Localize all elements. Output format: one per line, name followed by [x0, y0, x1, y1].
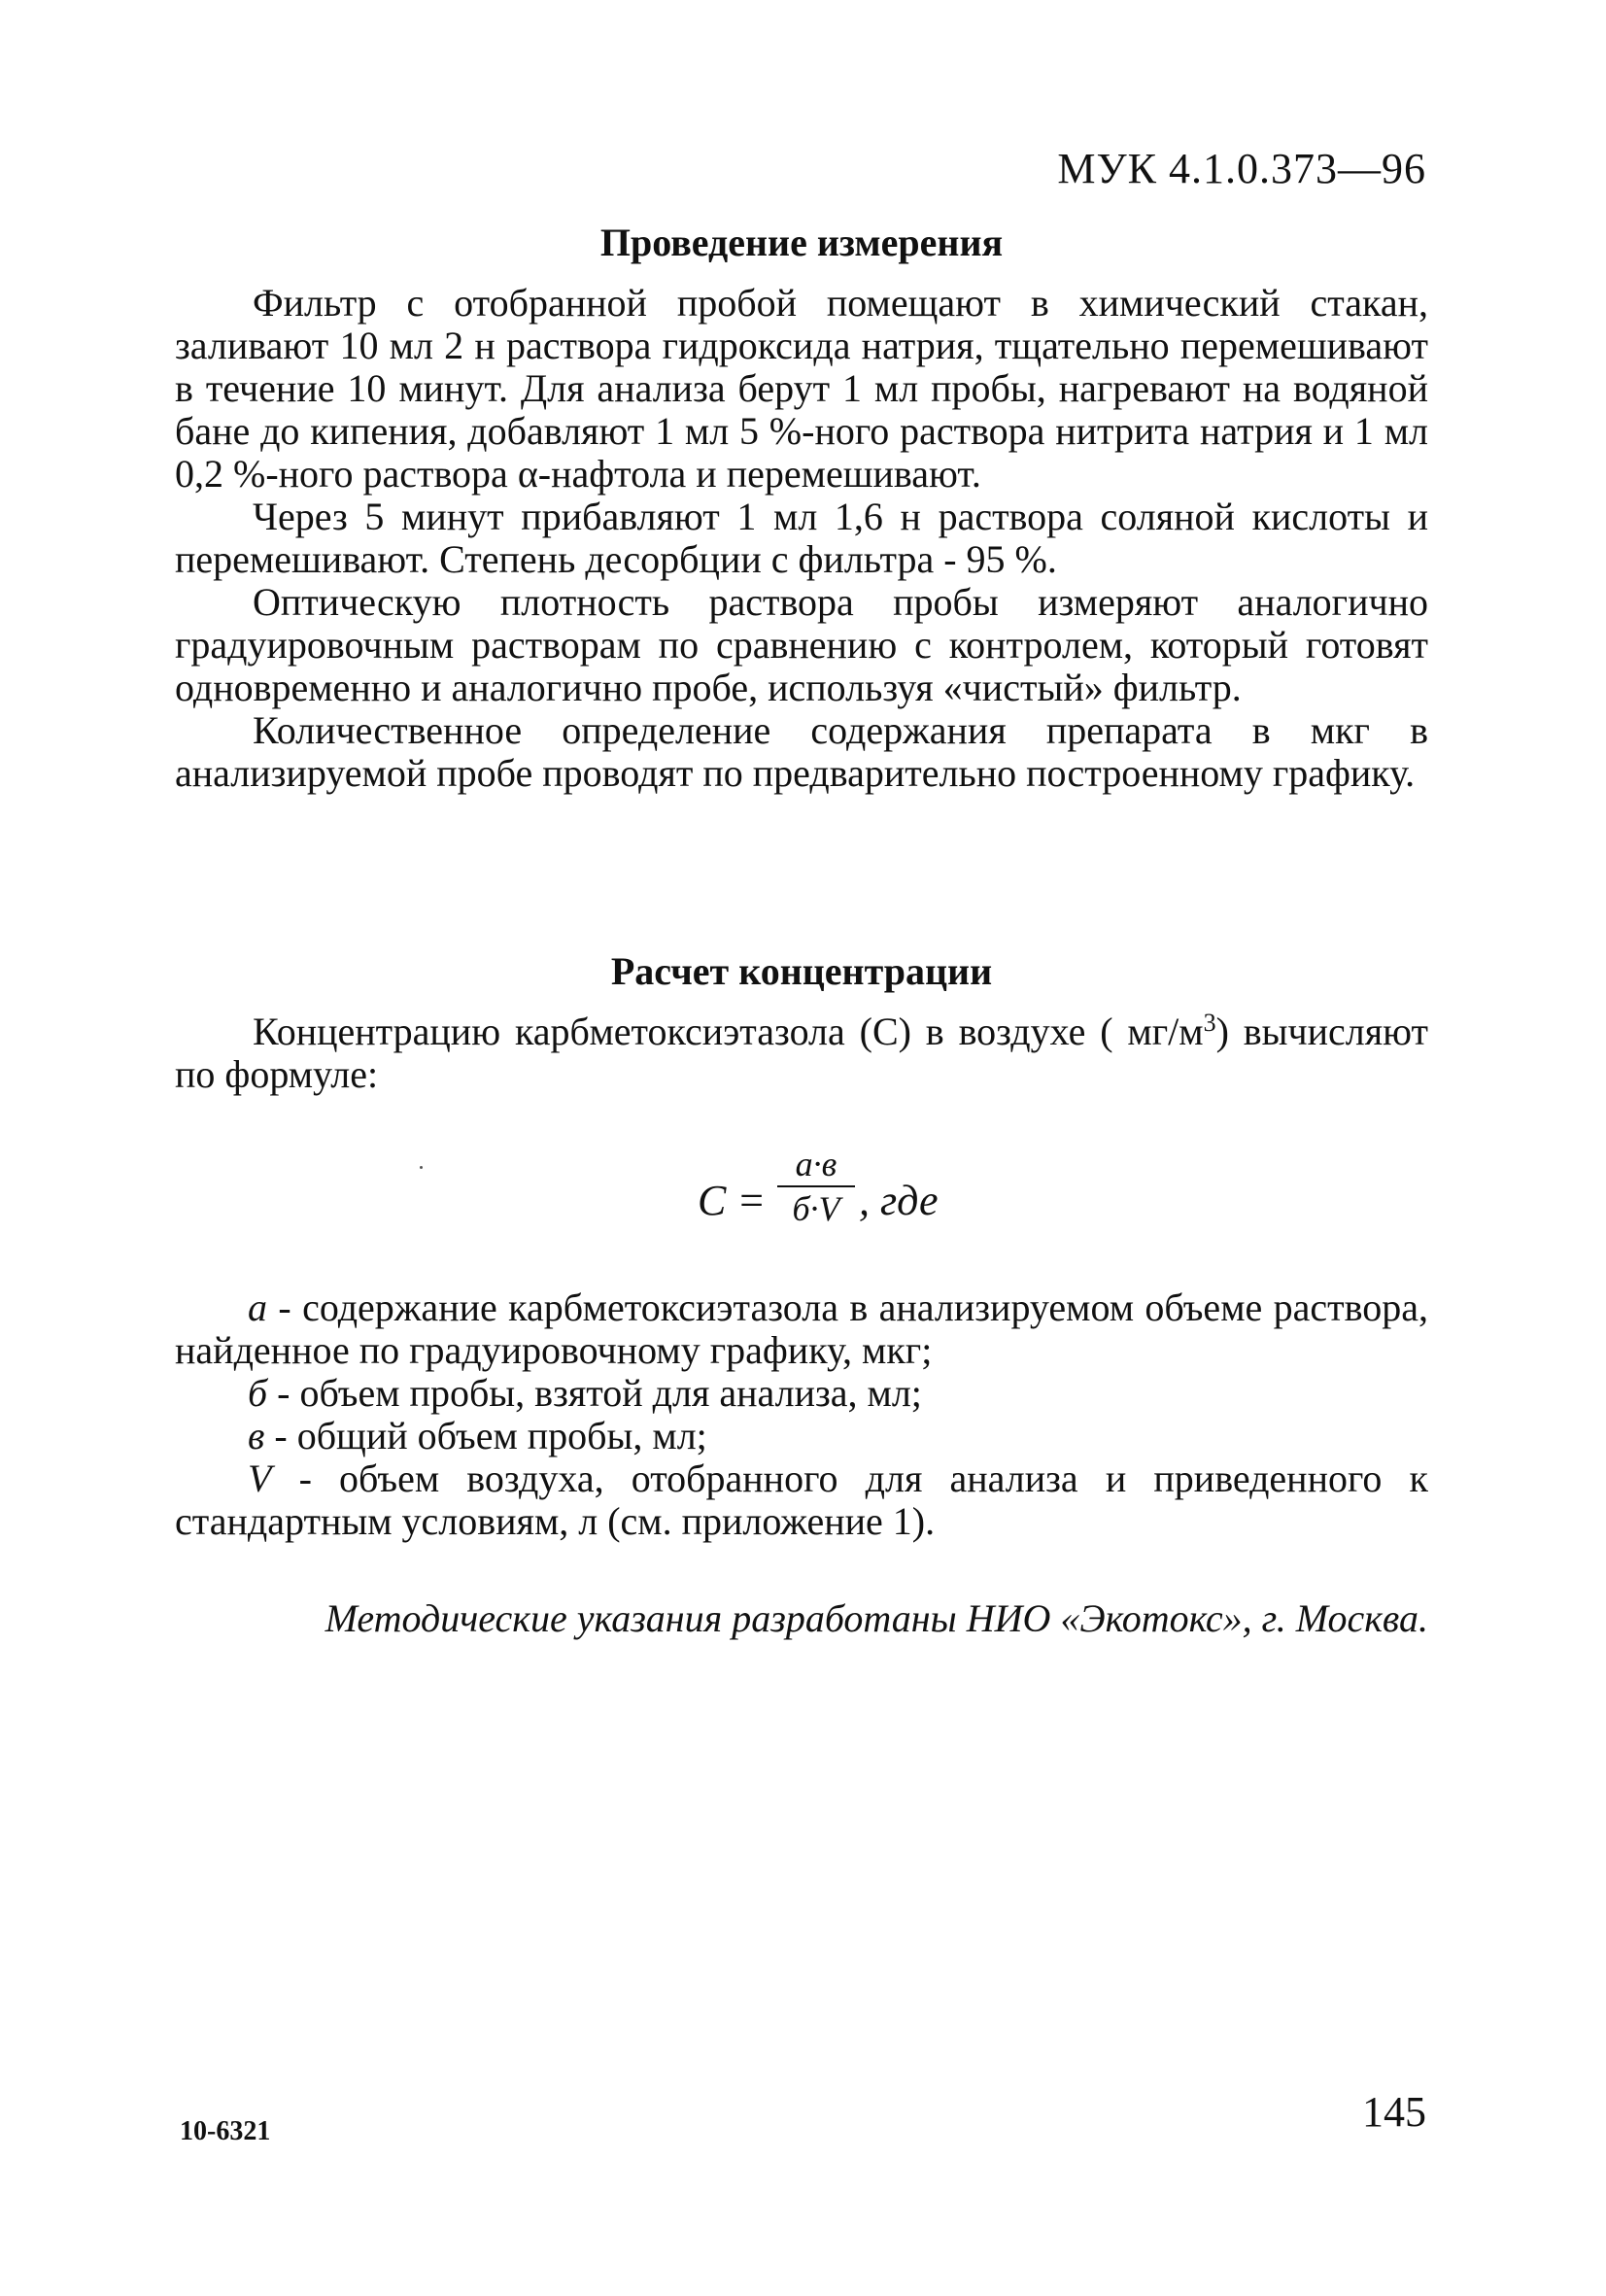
definition-item	[175, 1457, 1428, 1543]
paragraph: Через 5 минут прибавляют 1 мл 1,6 н раствора соляной кислоты и перемешивают. Степень десорбции с фильтра - 95 %.	[175, 495, 1428, 581]
section-title-measurement: Проведение измерения	[599, 221, 1004, 264]
formula-lhs: С =	[698, 1177, 767, 1224]
paragraph: Количественное определение содержания препарата в мкг в анализируемой пробе проводят по предварительно построенному графику.	[175, 708, 1428, 795]
definition-symbol: б	[248, 1371, 268, 1415]
paragraph: Оптическую плотность раствора пробы измеряют аналогично градуировочным растворам по сравнению с контролем, который готовят одновременно и аналогично пробе, используя «чистый» фильтр.	[175, 580, 1428, 709]
page-number: 145	[1362, 2088, 1426, 2136]
section-title-calculation: Расчет концентрации	[610, 949, 993, 993]
superscript: 3	[1203, 1009, 1216, 1037]
definition-text: - общий объем пробы, мл;	[264, 1414, 707, 1457]
definition-text: - содержание карбметоксиэтазола в анализируемом объеме раствора, найденное по градуировочному графику, мкг;	[175, 1285, 1428, 1372]
developer-credit: Методические указания разработаны НИО «Экотокс», г. Москва.	[325, 1596, 1428, 1640]
definition-text: - объем воздуха, отобранного для анализа и приведенного к стандартным условиям, л (см. приложение 1).	[175, 1456, 1428, 1543]
calculation-intro	[175, 1011, 1428, 1096]
document-code: МУК 4.1.0.373—96	[1057, 145, 1426, 192]
definition-item	[175, 1372, 1428, 1415]
scan-speck	[420, 1166, 423, 1169]
definition-text: - объем пробы, взятой для анализа, мл;	[267, 1371, 922, 1415]
definition-symbol: в	[248, 1414, 265, 1457]
definition-item	[175, 1415, 1428, 1457]
paragraph: Фильтр с отобранной пробой помещают в химический стакан, заливают 10 мл 2 н раствора гидроксида натрия, тщательно перемешивают в течение 10 минут. Для анализа берут 1 мл пробы, нагревают на водяной бане до кипения, добавляют 1 мл 5 %-ного раствора нитрита натрия и 1 мл 0,2 %-ного раствора α-нафтола и перемешивают.	[175, 281, 1428, 496]
formula-numerator: а·в	[795, 1145, 837, 1183]
definition-symbol: V	[248, 1456, 272, 1500]
measurement-text	[175, 282, 1428, 795]
concentration-formula	[698, 1145, 989, 1251]
definition-item	[175, 1286, 1428, 1372]
variable-definitions	[175, 1286, 1428, 1543]
formula-denominator: б·V	[792, 1189, 840, 1228]
formula-tail: , где	[859, 1177, 939, 1224]
fraction-bar	[777, 1185, 855, 1187]
print-code: 10-6321	[180, 2116, 271, 2146]
definition-symbol: а	[248, 1285, 267, 1329]
paragraph: Концентрацию карбметоксиэтазола (С) в воздухе ( $мг/м^3$) вычисляют по формуле:	[175, 1009, 1429, 1096]
formula-fraction	[777, 1145, 855, 1228]
